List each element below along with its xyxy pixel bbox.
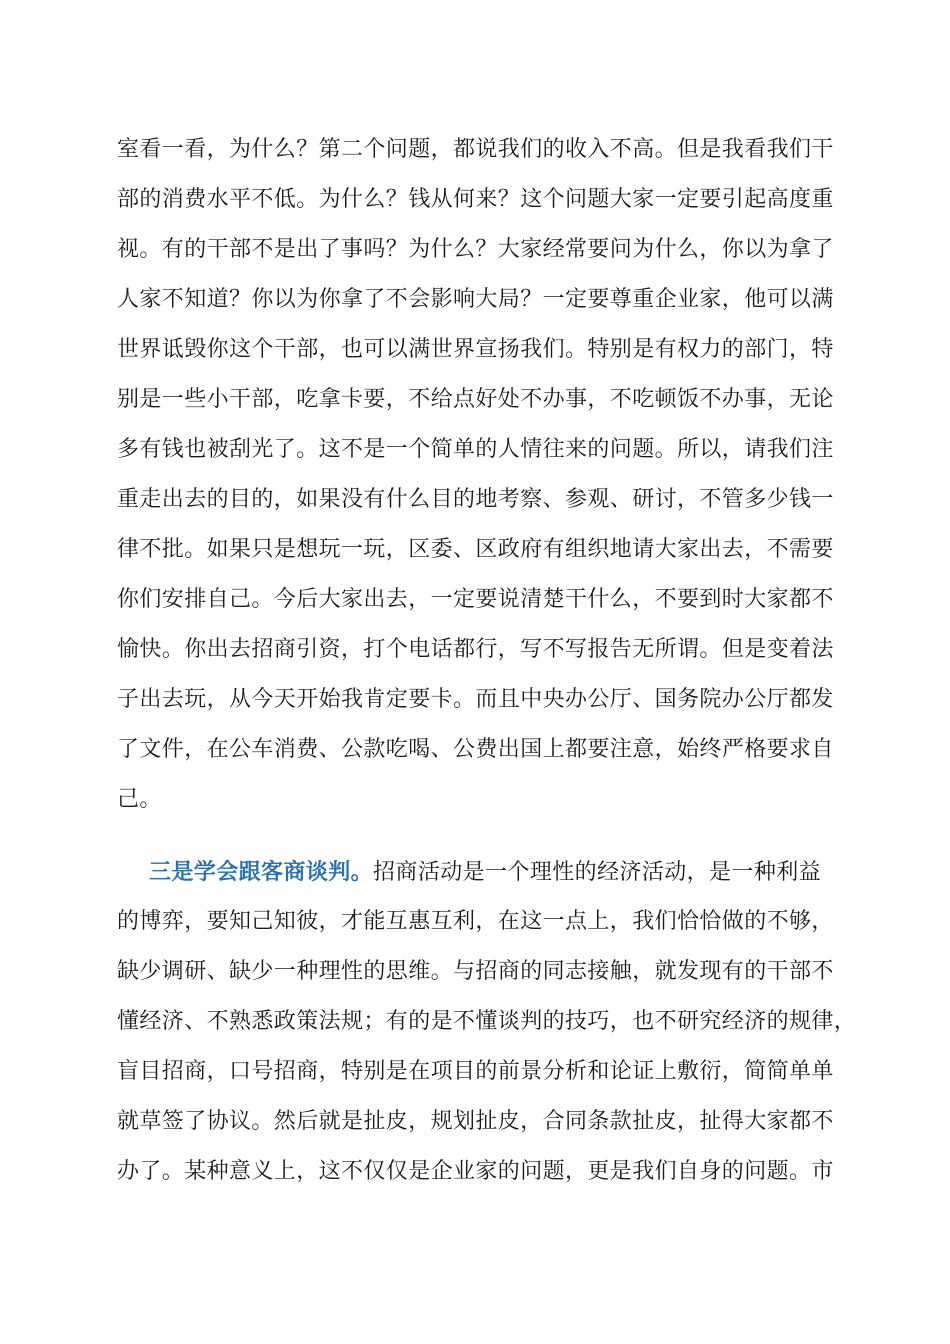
paragraph-line: 己。 (117, 787, 162, 812)
paragraph-line: 愉快。你出去招商引资，打个电话都行，写不写报告无所谓。但是变着法 (117, 637, 834, 662)
paragraph-line: 视。有的干部不是出了事吗？为什么？大家经常要问为什么，你以为拿了 (117, 237, 834, 262)
paragraph-line: 室看一看，为什么？第二个问题，都说我们的收入不高。但是我看我们干 (117, 137, 834, 162)
section-heading: 三是学会跟客商谈判。 (149, 859, 374, 885)
paragraph-line: 律不批。如果只是想玩一玩，区委、区政府有组织地请大家出去，不需要 (117, 537, 834, 562)
paragraph-line: 的博弈，要知己知彼，才能互惠互利，在这一点上，我们恰恰做的不够， (117, 909, 834, 934)
paragraph-line: 就草签了协议。然后就是扯皮，规划扯皮，合同条款扯皮，扯得大家都不 (117, 1109, 834, 1134)
paragraph-line: 部的消费水平不低。为什么？钱从何来？这个问题大家一定要引起高度重 (117, 187, 834, 212)
paragraph-2 (117, 847, 857, 1197)
paragraph-first-line (117, 847, 837, 897)
paragraph-1 (117, 125, 837, 825)
paragraph-line: 缺少调研、缺少一种理性的思维。与招商的同志接触，就发现有的干部不 (117, 959, 834, 984)
paragraph-line: 人家不知道？你以为你拿了不会影响大局？一定要尊重企业家，他可以满 (117, 287, 834, 312)
paragraph-line: 懂经济、不熟悉政策法规；有的是不懂谈判的技巧，也不研究经济的规律， (117, 1009, 857, 1034)
paragraph-line: 多有钱也被刮光了。这不是一个简单的人情往来的问题。所以，请我们注 (117, 437, 834, 462)
paragraph-line: 重走出去的目的，如果没有什么目的地考察、参观、研讨，不管多少钱一 (117, 487, 834, 512)
paragraph-line: 子出去玩，从今天开始我肯定要卡。而且中央办公厅、国务院办公厅都发 (117, 687, 834, 712)
paragraph-line: 了文件，在公车消费、公款吃喝、公费出国上都要注意，始终严格要求自 (117, 737, 834, 762)
paragraph-line: 别是一些小干部，吃拿卡要，不给点好处不办事，不吃顿饭不办事，无论 (117, 387, 834, 412)
paragraph-line: 办了。某种意义上，这不仅仅是企业家的问题，更是我们自身的问题。市 (117, 1159, 834, 1184)
heading-continuation: 招商活动是一个理性的经济活动，是一种利益 (373, 860, 822, 885)
paragraph-line: 世界诋毁你这个干部，也可以满世界宣扬我们。特别是有权力的部门，特 (117, 337, 834, 362)
paragraph-line: 盲目招商，口号招商，特别是在项目的前景分析和论证上敷衍，简简单单 (117, 1059, 834, 1084)
paragraph-line: 你们安排自己。今后大家出去，一定要说清楚干什么，不要到时大家都不 (117, 587, 834, 612)
